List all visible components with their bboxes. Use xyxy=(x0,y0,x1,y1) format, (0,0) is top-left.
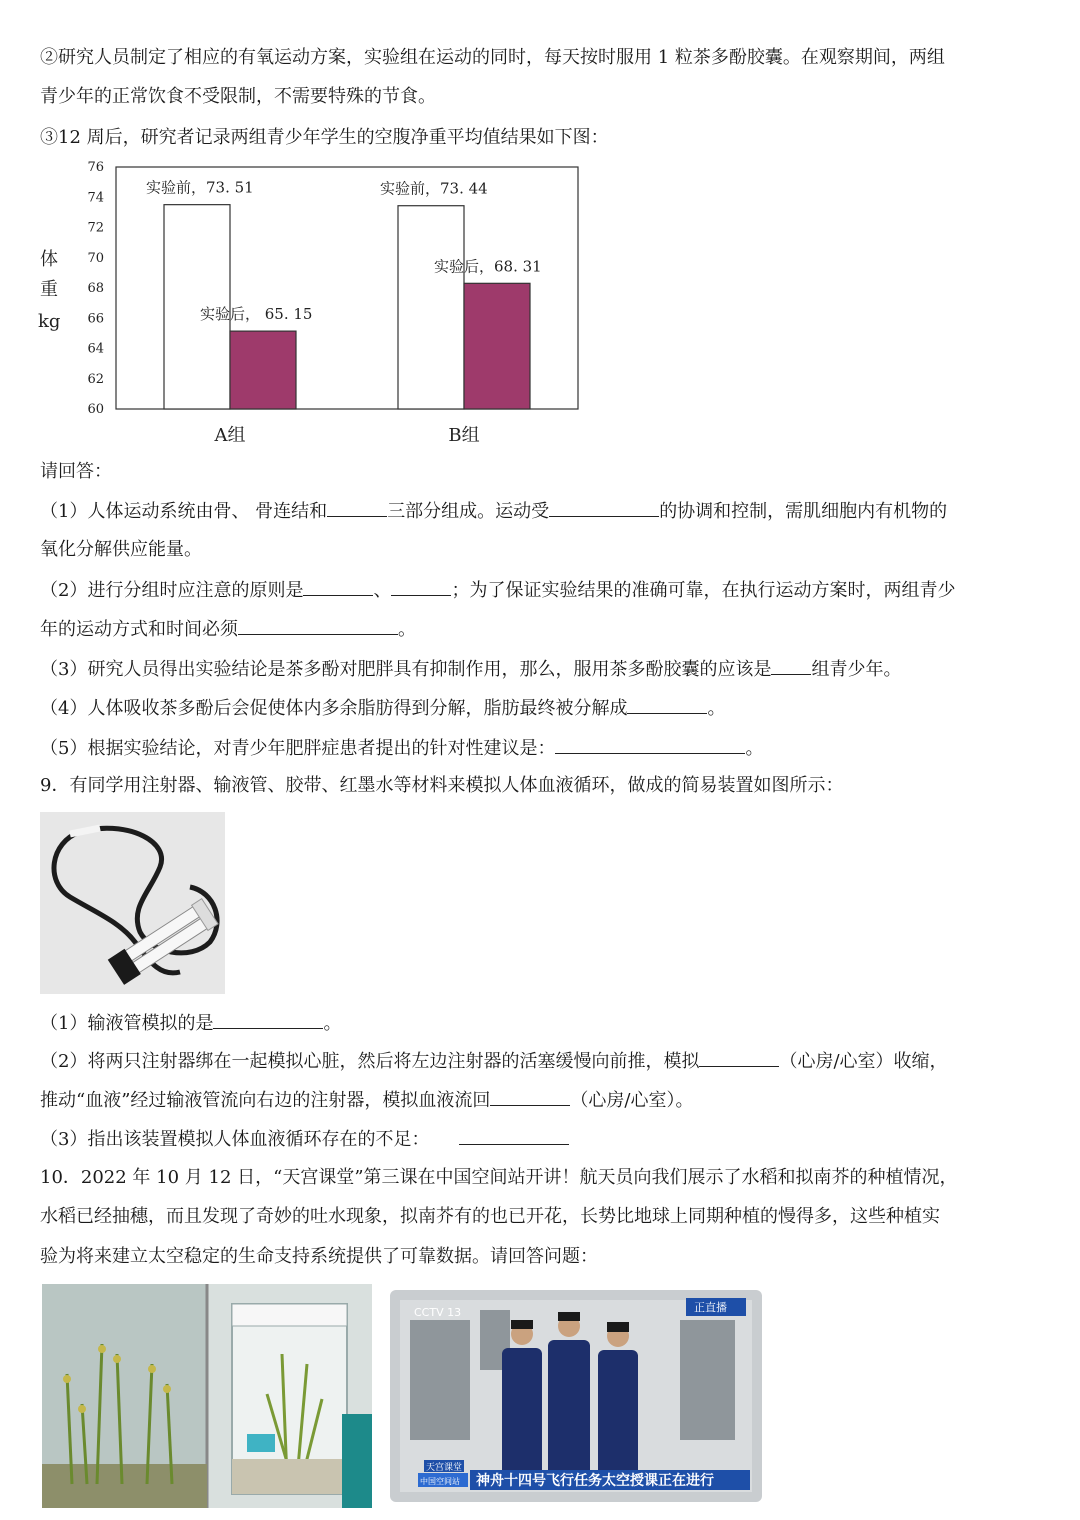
y-tick-label: 62 xyxy=(87,371,104,387)
y-tick-label: 74 xyxy=(87,190,104,206)
weight-bar-chart xyxy=(30,155,590,455)
answer-blank[interactable] xyxy=(391,577,451,596)
answer-blank[interactable] xyxy=(459,1126,569,1145)
answer-blank[interactable] xyxy=(627,695,707,714)
q8-sub3-text-a: （3）研究人员得出实验结论是茶多酚对肥胖具有抑制作用，那么，服用茶多酚胶囊的应该是 xyxy=(40,659,772,680)
tv-channel-logo: CCTV 13 xyxy=(414,1306,462,1319)
q8-sub4-text-a: （4）人体吸收茶多酚后会促使体内多余脂肪得到分解，脂肪最终被分解成 xyxy=(40,698,628,719)
answer-blank[interactable] xyxy=(238,616,398,635)
q8-sub2-line2-text-a: 年的运动方式和时间必须 xyxy=(40,619,238,640)
answer-blank[interactable] xyxy=(490,1087,570,1106)
q9-sub1-text-a: （1）输液管模拟的是 xyxy=(40,1013,214,1034)
step2-line2: 青少年的正常饮食不受限制，不需要特殊的节食。 xyxy=(40,86,436,107)
y-tick-label: 66 xyxy=(87,311,104,327)
answer-blank[interactable] xyxy=(699,1048,779,1067)
q8-sub1-line2: 氧化分解供应能量。 xyxy=(40,539,202,560)
q8-sub1-line1 xyxy=(40,498,947,524)
y-axis-label-1: 体 xyxy=(40,249,58,270)
q8-sub4 xyxy=(40,695,725,721)
y-tick-label: 60 xyxy=(87,402,104,417)
answer-blank[interactable] xyxy=(555,735,745,754)
answer-blank[interactable] xyxy=(327,498,387,517)
bar-data-label: 实验后，68. 31 xyxy=(434,257,542,276)
q10-line3: 验为将来建立太空稳定的生命支持系统提供了可靠数据。请回答问题： xyxy=(40,1246,598,1267)
q10-line1: 10．2022 年 10 月 12 日，“天宫课堂”第三课在中国空间站开讲！航天员向我们展示了水稻和拟南芥的种植情况， xyxy=(40,1167,958,1188)
tv-caption: 神舟十四号飞行任务太空授课正在进行 xyxy=(476,1473,714,1489)
q9-stem: 9．有同学用注射器、输液管、胶带、红墨水等材料来模拟人体血液循环，做成的简易装置如图所示： xyxy=(40,775,844,796)
y-axis-label-3: kg xyxy=(38,311,61,332)
q8-sub5-text-a: （5）根据实验结论，对青少年肥胖症患者提出的针对性建议是： xyxy=(40,738,556,759)
q9-sub2-line1 xyxy=(40,1048,948,1074)
answer-blank[interactable] xyxy=(771,656,811,675)
q8-sub1-text-b: 三部分组成。运动受 xyxy=(387,501,550,522)
q9-sub3 xyxy=(40,1126,569,1152)
q8-sub2-text-c: ；为了保证实验结果的准确可靠，在执行运动方案时，两组青少 xyxy=(451,580,956,601)
ask-label: 请回答： xyxy=(40,461,112,482)
q8-sub1-text-a: （1）人体运动系统由骨、 骨连结和 xyxy=(40,501,328,522)
q8-sub3 xyxy=(40,656,901,682)
y-axis-label-2: 重 xyxy=(40,279,58,300)
q9-sub2-line2-text-a: 推动“血液”经过输液管流向右边的注射器，模拟血液流回 xyxy=(40,1090,491,1111)
q8-sub5 xyxy=(40,735,763,761)
q8-sub2-line2-text-b: 。 xyxy=(398,619,416,640)
q9-sub2-text-b: （心房/心室）收缩， xyxy=(779,1051,948,1072)
space-class-tv-screenshot xyxy=(390,1290,762,1502)
y-tick-label: 72 xyxy=(87,220,104,236)
step3-line: ③12 周后，研究者记录两组青少年学生的空腹净重平均值结果如下图： xyxy=(40,127,609,148)
bar-data-label: 实验前，73. 51 xyxy=(146,178,254,197)
q9-sub1-text-b: 。 xyxy=(323,1013,342,1034)
y-tick-label: 64 xyxy=(87,341,104,357)
q8-sub2-line2 xyxy=(40,616,416,642)
step2-line1: ②研究人员制定了相应的有氧运动方案，实验组在运动的同时，每天按时服用 1 粒茶多酚胶囊。在观察期间，两组 xyxy=(40,47,945,68)
answer-blank[interactable] xyxy=(549,498,659,517)
bar-before-1 xyxy=(398,206,464,409)
q9-sub1 xyxy=(40,1010,341,1036)
bar-data-label: 实验后， 65. 15 xyxy=(200,305,313,324)
answer-blank[interactable] xyxy=(303,577,373,596)
y-tick-label: 68 xyxy=(87,281,104,296)
bar-data-label: 实验前，73. 44 xyxy=(380,179,488,198)
plant-growth-photo xyxy=(42,1284,372,1508)
y-tick-label: 76 xyxy=(87,160,104,175)
q9-sub2-line2 xyxy=(40,1087,693,1113)
bar-after-0 xyxy=(230,331,296,409)
q8-sub3-text-b: 组青少年。 xyxy=(811,659,902,680)
q8-sub1-text-c: 的协调和控制，需肌细胞内有机物的 xyxy=(659,501,948,522)
q8-sub5-text-b: 。 xyxy=(745,738,764,759)
q9-sub2-line2-text-b: （心房/心室）。 xyxy=(570,1090,694,1111)
q10-line2: 水稻已经抽穗，而且发现了奇妙的吐水现象，拟南芥有的也已开花，长势比地球上同期种植的慢得多，这些种植实 xyxy=(40,1206,940,1227)
y-tick-label: 70 xyxy=(87,250,104,266)
category-label: B组 xyxy=(448,425,480,446)
tv-station-tag: 中国空间站 xyxy=(420,1477,460,1486)
syringe-device-photo xyxy=(40,812,225,994)
bar-after-1 xyxy=(464,283,530,409)
q8-sub2-text-a: （2）进行分组时应注意的原则是 xyxy=(40,580,304,601)
q8-sub4-text-b: 。 xyxy=(707,698,726,719)
tv-program-tag: 天宫课堂 xyxy=(426,1463,463,1473)
q9-sub2-text-a: （2）将两只注射器绑在一起模拟心脏，然后将左边注射器的活塞缓慢向前推，模拟 xyxy=(40,1051,700,1072)
q8-sub2-line1 xyxy=(40,577,955,603)
tv-live-tag: 正直播 xyxy=(694,1301,727,1314)
category-label: A组 xyxy=(214,425,246,446)
q8-sub2-text-b: 、 xyxy=(373,580,392,601)
answer-blank[interactable] xyxy=(213,1010,323,1029)
q9-sub3-text: （3）指出该装置模拟人体血液循环存在的不足： xyxy=(40,1129,430,1150)
